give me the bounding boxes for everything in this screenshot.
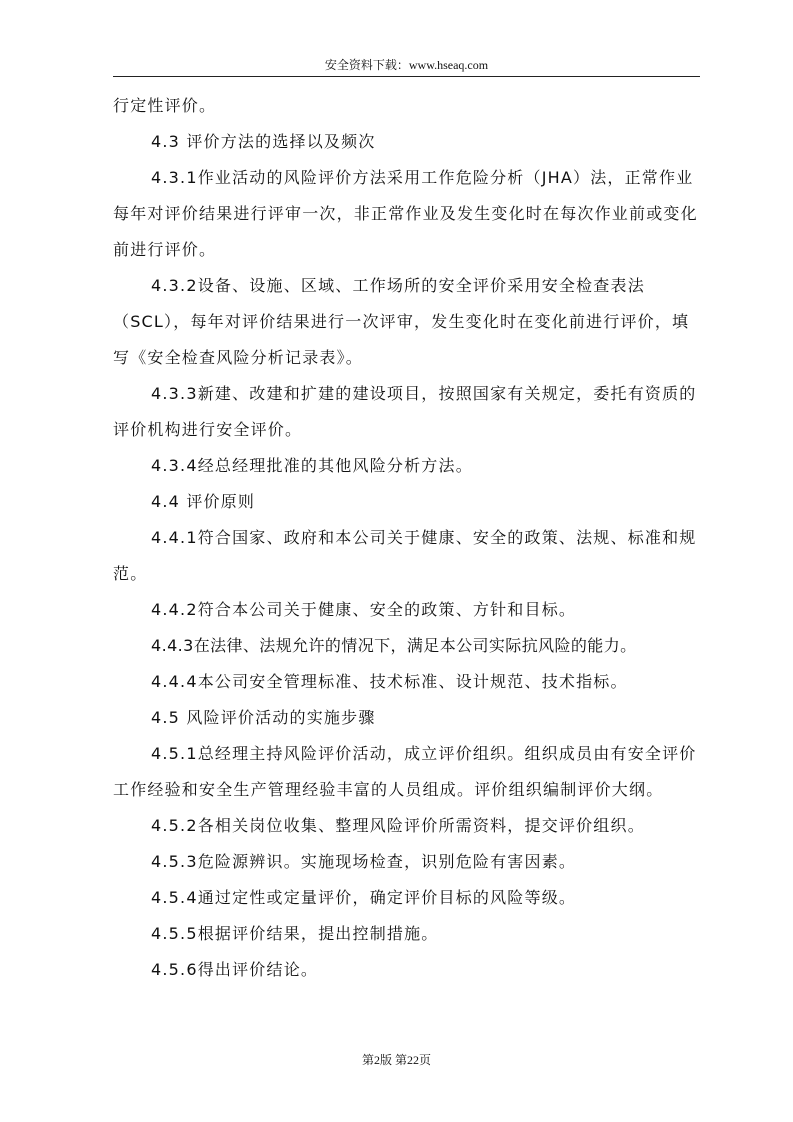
- paragraph-4-4-3: 4.4.3在法律、法规允许的情况下，满足本公司实际抗风险的能力。: [151, 636, 637, 655]
- paragraph-4-5-4: 4.5.4通过定性或定量评价，确定评价目标的风险等级。: [151, 888, 577, 907]
- paragraph-4-3-3: 4.3.3新建、改建和扩建的建设项目，按照国家有关规定，委托有资质的评价机构进行安全评价。: [113, 384, 697, 439]
- section-heading-4-3: 4.3 评价方法的选择以及频次: [151, 132, 376, 151]
- page-footer: [0, 1051, 793, 1069]
- paragraph-4-4-1: 4.4.1符合国家、政府和本公司关于健康、安全的政策、法规、标准和规范。: [113, 528, 697, 583]
- paragraph-4-5-1: 4.5.1总经理主持风险评价活动，成立评价组织。组织成员由有安全评价工作经验和安全生产管理经验丰富的人员组成。评价组织编制评价大纲。: [113, 744, 697, 799]
- paragraph-4-5-2: 4.5.2各相关岗位收集、整理风险评价所需资料，提交评价组织。: [151, 816, 645, 835]
- paragraph-4-3-4: 4.3.4经总经理批准的其他风险分析方法。: [151, 456, 473, 475]
- footer-page-number: 第2版 第22页: [361, 1053, 431, 1067]
- section-heading-4-4: 4.4 评价原则: [151, 492, 256, 511]
- paragraph-4-5-3: 4.5.3危险源辨识。实施现场检查，识别危险有害因素。: [151, 852, 577, 871]
- paragraph-4-3-2: 4.3.2设备、设施、区域、工作场所的安全评价采用安全检查表法（SCL），每年对评价结果进行一次评审，发生变化时在变化前进行评价，填写《安全检查风险分析记录表》。: [113, 276, 690, 367]
- paragraph-continuation: 行定性评价。: [113, 96, 217, 115]
- paragraph-4-5-5: 4.5.5根据评价结果，提出控制措施。: [151, 924, 439, 943]
- page-header: [113, 56, 700, 77]
- paragraph-4-4-4: 4.4.4本公司安全管理标准、技术标准、设计规范、技术指标。: [151, 672, 628, 691]
- paragraph-4-3-1: 4.3.1作业活动的风险评价方法采用工作危险分析（JHA）法，正常作业每年对评价结果进行评审一次，非正常作业及发生变化时在每次作业前或变化前进行评价。: [113, 168, 698, 259]
- paragraph-4-5-6: 4.5.6得出评价结论。: [151, 960, 319, 979]
- section-heading-4-5: 4.5 风险评价活动的实施步骤: [151, 708, 376, 727]
- document-body: [113, 88, 700, 988]
- paragraph-4-4-2: 4.4.2符合本公司关于健康、安全的政策、方针和目标。: [151, 600, 577, 619]
- header-text: 安全资料下载：www.hseaq.com: [324, 58, 489, 72]
